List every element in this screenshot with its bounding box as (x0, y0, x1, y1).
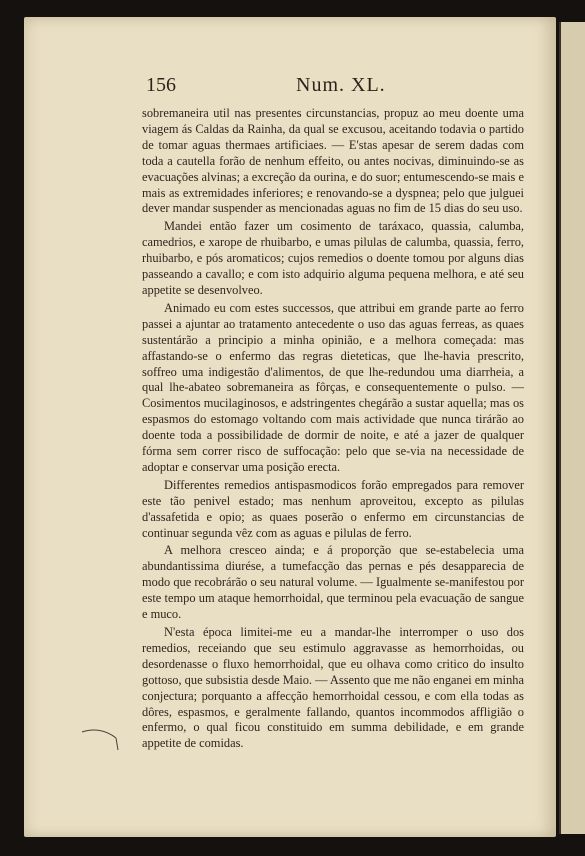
paragraph: Mandei então fazer um cosimento de taráxaco, quassia, calumba, camedrios, e xarope de rhuibarbo, e umas pilulas de calumba, quassia, ferro, rhuibarbo, e pós aromaticos; cujos remedios o doente tomou por alguns dias passeando a cavallo; e com isto adquirio alguma pequena melhora, e até seu appetite se desenvolveo. (142, 219, 524, 297)
next-page-edge (559, 22, 585, 834)
body-text (142, 106, 524, 754)
page-number: 156 (146, 74, 176, 96)
paragraph: sobremaneira util nas presentes circunstancias, propuz ao meu doente uma viagem ás Caldas da Rainha, da qual se excusou, aceitando todavia o partido de tomar aguas thermaes artificiaes. — E'stas apesar de serem dadas com toda a cautella forão de nenhum effeito, ou antes nocivas, diminuindo-se as evacuações alvinas; a excreção da ourina, e do suor; entumescendo-se mais e mais as extremidades inferiores; e renovando-se a dyspnea; pelo que julguei dever mandar suspender as mencionadas aguas no fim de 15 dias do seu uso. (142, 106, 524, 216)
paragraph: A melhora cresceo ainda; e á proporção que se-estabelecia uma abundantissima diurése, a tumefacção das pernas e pés desapparecia de modo que recobrárão o seu natural volume. — Igualmente se-manifestou por este tempo um ataque hemorrhoidal, que terminou pela evacuação de sangue e muco. (142, 543, 524, 622)
margin-pencil-mark (80, 724, 120, 754)
running-title: Num. XL. (296, 74, 386, 96)
paragraph: N'esta época limitei-me eu a mandar-lhe interromper o uso dos remedios, receiando que seu estimulo aggravasse as hemorrhoidas, ou desordenasse o fluxo hemorrhoidal, que eu olhava como critico do insulto gottoso, que subsistia desde Maio. — Assento que me não enganei em minha conjectura; porquanto a affecção hemorrhoidal cessou, e com ella todas as dôres, espasmos, e geralmente fallando, quantos incommodos affligião o enfermo, o qual ficou constituido em summa debilidade, e em grande appetite de comidas. (142, 625, 524, 751)
paragraph: Animado eu com estes successos, que attribui em grande parte ao ferro passei a ajuntar ao tratamento antecedente o uso das aguas ferreas, as quaes sustentárão a principio a minha opinião, e a melhora começada: mas affastando-se o enfermo das regras dieteticas, que lhe-havia prescrito, soffreo uma indigestão d'alimentos, de que lhe-redundou uma diarrheia, a qual lhe-abateo sobremaneira as fôrças, e consequentemente o pulso. — Cosimentos mucilaginosos, e adstringentes chegárão a sustar aquella; mas os espasmos do estomago voltando com mais actividade que nunca tirárão ao doente toda a possibilidade de dormir de noite, e até a jazer de qualquer fórma sem correr risco de suffocação: pelo que se-via na necessidade de adoptar e conservar uma posição erecta. (142, 300, 524, 474)
page-header (146, 74, 526, 102)
paragraph: Differentes remedios antispasmodicos forão empregados para remover este tão penivel estado; mas nenhum aproveitou, excepto as pilulas d'assafetida e opio; as quaes poserão o enfermo em circunstancias de continuar segunda vêz com as aguas e pilulas de ferro. (142, 477, 524, 540)
